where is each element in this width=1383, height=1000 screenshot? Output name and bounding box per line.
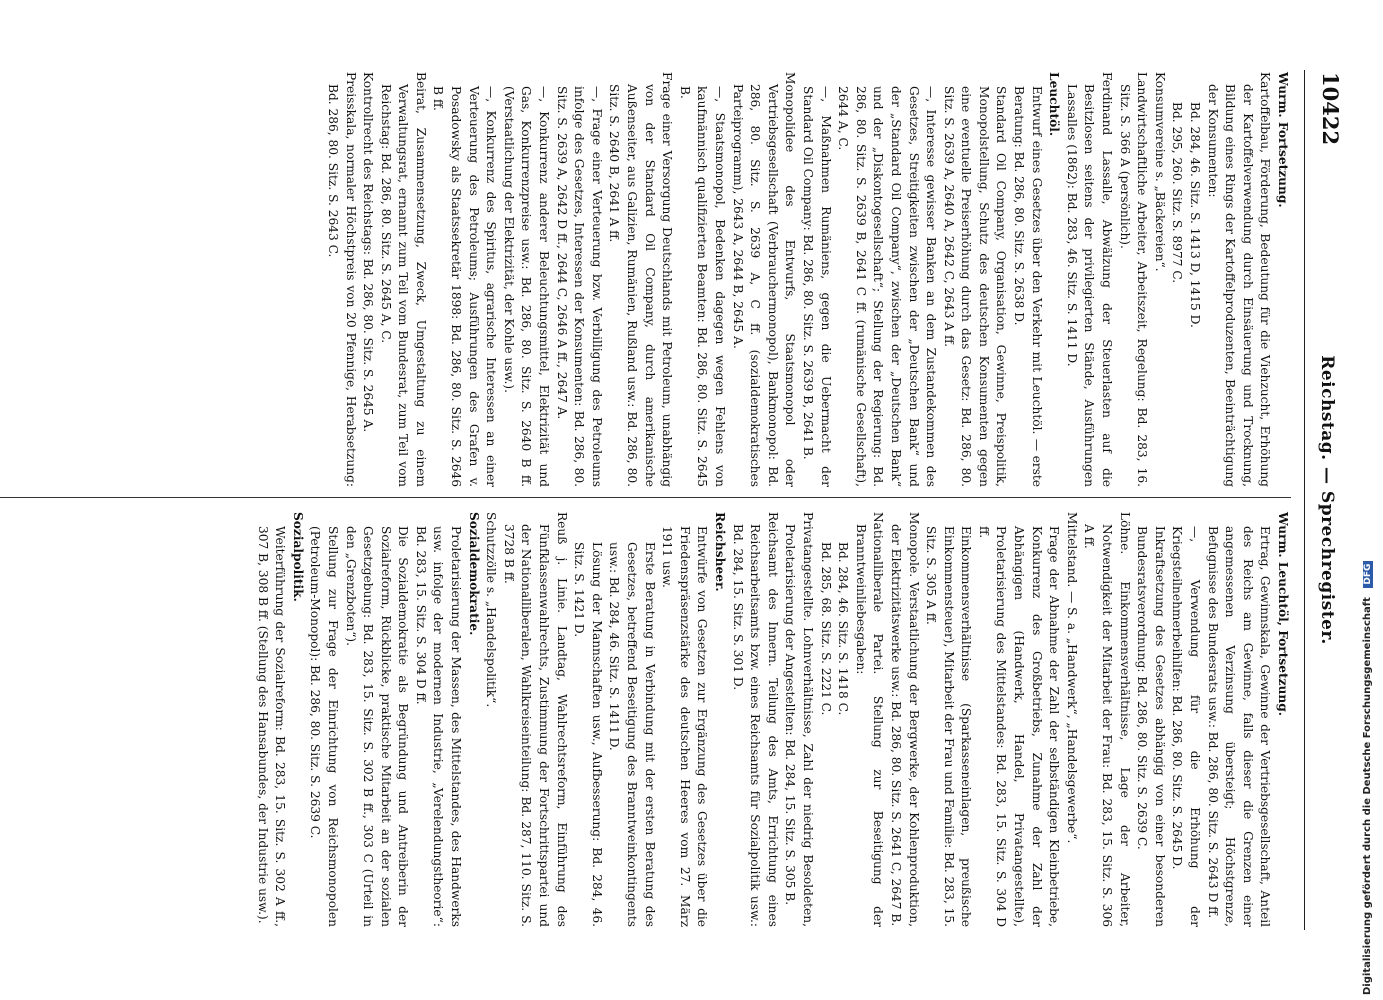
left-column-entry: Monopolidee des Entwurfs, Staatsmonopol oder Vertriebsgesellschaft (Verbrauchermonopol), Bankmonopol: Bd. 286, 80. Sitz. S. 2639 A, C ff. (sozialdemokratisches Parteiprogramm), 2643 A, 2644 B, 2645 A. [730, 72, 798, 487]
right-column-entry: Bd. 284, 46. Sitz. S. 1418 C. [836, 542, 851, 716]
right-column-entry: Stellung zur Frage der Einrichtung von Reichsmonopolen (Petroleum-Monopol): Bd. 286, 80. Sitz. S. 2639 C. [308, 526, 340, 927]
left-column-entry: —, Interesse gewisser Banken an dem Zustandekommen des Gesetzes, Streitigkeiten zwischen der „Deutschen Bank“ und der „Standard Oil Company“, zwischen der „Deutschen Bank“ und der „Diskontogesellschaft“; Stellung der Regierung: Bd. 286, 80. Sitz. S. 2639 B, 2641 C ff. (rumänische Gesellschaft), 2644 A, C. [836, 86, 939, 487]
column-divider [0, 497, 1291, 498]
right-column-entry: Sozialdemokratie. [466, 512, 481, 636]
left-column-entry: Bd. 284, 46. Sitz. S. 1413 D, 1415 D. [1188, 102, 1203, 328]
right-column-entry: Die Sozialdemokratie als Begründung und Antreiberin der Sozialreform, Rückblicke, praktische Mitarbeit an der sozialen Gesetzgebung: Bd. 283, 15. Sitz. S. 302 B ff., 303 C (Urteil in den „Grenzboten“). [343, 526, 411, 927]
right-column-entry: Reuß j. Linie. Landtag, Wahlrechtsreform, Einführung des Fünfklassenwahlrechts, Zustimmung der Fortschrittspartei und der Nationalliberalen, Wahlkreiseinteilung: Bd. 287, 110. Sitz. S. 3728 B ff. [501, 512, 569, 927]
right-column-entry: Lösung der Mannschaften usw., Aufbesserung: Bd. 284, 46. Sitz. S. 1421 D. [572, 542, 604, 927]
funding-note [1357, 563, 1377, 995]
funding-note-text: Digitalisierung gefördert durch die Deutsche Forschungsgemeinschaft [1362, 597, 1373, 995]
left-column-entry: Frage einer Versorgung Deutschlands mit Petroleum, unabhängig von der Standard Oil Company, durch amerikanische Außenseiter, aus Galizien, Rumänien, Rußland usw.: Bd. 286, 80. Sitz. S. 2640 B, 2641 A ff. [607, 72, 675, 487]
left-column-entry: Landwirtschaftliche Arbeiter, Arbeitszeit, Regelung: Bd. 283, 16. Sitz. S. 366 A (persönlich). [1117, 72, 1150, 487]
right-column-entry: Frage der Abnahme der Zahl der selbständigen Kleinbetriebe, Konkurrenz des Großbetriebs, Zunahme der Zahl der Abhängigen (Handwerk, Handel, Privatangestellte), Proletarisierung des Mittelstandes: Bd. 283, 15. Sitz. S. 304 D ff. [976, 526, 1062, 927]
right-column-entry: Reichsamt des Innern. Teilung des Amts, Errichtung eines Reichsarbeitsamts bzw. eines Reichsamts für Sozialpolitik usw.: Bd. 284, 15. Sitz. S. 301 D. [730, 512, 780, 927]
left-column-entry: Leuchtöl. [1047, 72, 1062, 137]
right-column-entry: Reichsheer. [713, 512, 727, 592]
right-column [253, 512, 1291, 927]
right-column-entry: —, Verwendung für die Erhöhung der Kriegsteilnehmerbeihilfen: Bd. 286, 80. Sitz. S. 2645 D. [1170, 526, 1203, 927]
page-number: 10422 [1318, 72, 1343, 146]
left-column-entry: Kontrollrecht des Reichstags: Bd. 286, 80. Sitz. S. 2645 A. [361, 72, 376, 433]
left-column-entry: Beirat, Zusammensetzung, Zweck, Umgestaltung zu einem Verwaltungsrat, ernannt zum Teil vom Bundesrat, zum Teil vom Reichstag: Bd. 286, 80. Sitz. S. 2645 A, C. [378, 72, 428, 487]
left-column-entry: —, Konkurrenz anderer Beleuchtungsmittel, Elektrizität und Gas, Konkurrenzpreise usw.: Bd. 286, 80. Sitz. S. 2640 B ff. (Verstaatlichung der Elektrizität, der Kohle usw.). [501, 86, 552, 487]
running-head: Reichstag. — Sprechregister. [1317, 355, 1337, 645]
left-column-entry: —, Maßnahmen Rumäniens, gegen die Uebermacht der Standard Oil Company: Bd. 286, 80. Sitz. S. 2639 B, 2641 B. [800, 86, 833, 487]
right-column-entry: Wurm. Leuchtöl, Fortsetzung. [1276, 512, 1290, 717]
left-column-entry: —, Frage einer Verteuerung bzw. Verbilligung des Petroleums infolge des Gesetzes, Interessen der Konsumenten: Bd. 286, 80. Sitz. S. 2639 A, 2642 D ff., 2644 C, 2646 A ff., 2647 A. [554, 86, 604, 487]
right-column-entry: Monopole. Verstaatlichung der Bergwerke, der Kohlenproduktion, der Elektrizitätswerke usw.: Bd. 286, 80. Sitz. S. 2641 C, 2647 B. [888, 512, 921, 927]
right-column-entry: Nationalliberale Partei. Stellung zur Beseitigung der Branntweinliebesgaben: [853, 512, 886, 927]
right-column-entry: Erste Beratung in Verbindung mit der ersten Beratung des Gesetzes, betreffend Beseitigung des Branntweinkontingents usw.: Bd. 284, 46. Sitz. S. 1411 D. [607, 542, 657, 927]
left-column-entry: Konsumvereine s. „Bäckereien“. [1152, 72, 1167, 272]
right-column-entry: Privatangestellte. Lohnverhältnisse, Zahl der niedrig Besoldeten, Proletarisierung der Angestellten: Bd. 284, 15. Sitz. S. 305 B. [783, 512, 815, 927]
left-column [323, 72, 1291, 487]
header-rule [1304, 70, 1305, 930]
left-column-entry: Standard Oil Company, Organisation, Gewinne, Preispolitik, Monopolstellung, Schutz des deutschen Konsumenten gegen eine eventuelle Preiserhöhung durch das Gesetz: Bd. 286, 80. Sitz. S. 2639 A, 2640 A, 2642 C, 2643 A ff. [941, 86, 1009, 487]
left-column-entry: Ferdinand Lassalle, Abwälzung der Steuerlasten auf die Besitzlosen seitens der privilegierten Stände, Ausführungen Lassalles (1862): Bd. 283, 46. Sitz. S. 1411 D. [1064, 72, 1115, 487]
right-column-entry: Entwürfe von Gesetzen zur Ergänzung des Gesetzes über die Friedenspräsenzstärke des deutschen Heeres vom 27. März 1911 usw. [660, 526, 710, 927]
left-column-entry: Entwurf eines Gesetzes über den Verkehr mit Leuchtöl. — erste Beratung: Bd. 286, 80. Sitz. S. 2638 D. [1012, 86, 1044, 487]
right-column-entry: Löhne. Einkommensverhältnisse, Lage der Arbeiter, Notwendigkeit der Mitarbeit der Frau: Bd. 283, 15. Sitz. S. 306 A ff. [1082, 512, 1132, 927]
right-column-entry: Mittelstand. — S. a. „Handwerk“, „Handelsgewerbe“. [1064, 512, 1079, 844]
left-column-entry: —, Konkurrenz des Spiritus, agrarische Interessen an einer Verteuerung des Petroleums; Ausführungen des Grafen v. Posadowsky als Staatssekretär 1898: Bd. 286, 80. Sitz. S. 2646 B ff. [431, 86, 499, 487]
right-column-entry: Schutzzölle s. „Handelspolitik“. [484, 512, 499, 708]
right-column-entry: Ertrag, Gewinnskala, Gewinne der Vertriebsgesellschaft, Anteil des Reichs am Gewinne, falls dieser die Grenzen einer angemessenen Verzinsung übersteigt; Höchstgrenze, Befugnisse des Bundesrats usw.: Bd. 286, 80. Sitz. S. 2643 D ff. [1205, 526, 1273, 927]
left-column-entry: Bd. 295, 260. Sitz. S. 8977 C. [1170, 102, 1185, 284]
left-column-entry: Preisskala, normaler Höchstpreis von 20 Pfennige, Herabsetzung: Bd. 286, 80. Sitz. S. 2643 C. [325, 72, 358, 487]
right-column-entry: Einkommensverhältnisse (Sparkasseneinlagen, preußische Einkommensteuer), Mitarbeit der Frau und Familie: Bd. 283, 15. Sitz. S. 305 A ff. [924, 526, 974, 927]
right-column-entry: Bd. 285, 68. Sitz. S. 2221 C. [818, 542, 833, 716]
dfg-logo: DFG [1363, 561, 1373, 588]
left-column-entry: Wurm. Fortsetzung. [1276, 72, 1290, 208]
right-column-entry: Proletarisierung der Massen, des Mittelstandes, des Handwerks usw. infolge der modernen Industrie, „Verelendungstheorie“: Bd. 283, 15. Sitz. S. 304 D ff. [413, 526, 464, 927]
right-column-entry: Inkraftsetzung des Gesetzes abhängig von einer besonderen Bundesratsverordnung: Bd. 286, 80. Sitz. S. 2639 C. [1135, 526, 1167, 927]
left-column-entry: Kartoffelbau, Förderung, Bedeutung für die Viehzucht, Erhöhung der Kartoffelverwendung durch Einsäuerung und Trocknung, Bildung eines Rings der Kartoffelproduzenten, Beeinträchtigung der Konsumenten: [1205, 72, 1273, 487]
right-column-entry: Weiterführung der Sozialreform: Bd. 283, 15. Sitz. S. 302 A ff., 307 B, 308 B ff. (Stellung des Hansabundes, der Industrie usw.). [255, 526, 288, 927]
right-column-entry: Sozialpolitik. [290, 512, 305, 602]
left-column-entry: —, Staatsmonopol, Bedenken dagegen wegen Fehlens von kaufmännisch qualifizierten Beamten: Bd. 286, 80. Sitz. S. 2645 B. [677, 86, 727, 487]
